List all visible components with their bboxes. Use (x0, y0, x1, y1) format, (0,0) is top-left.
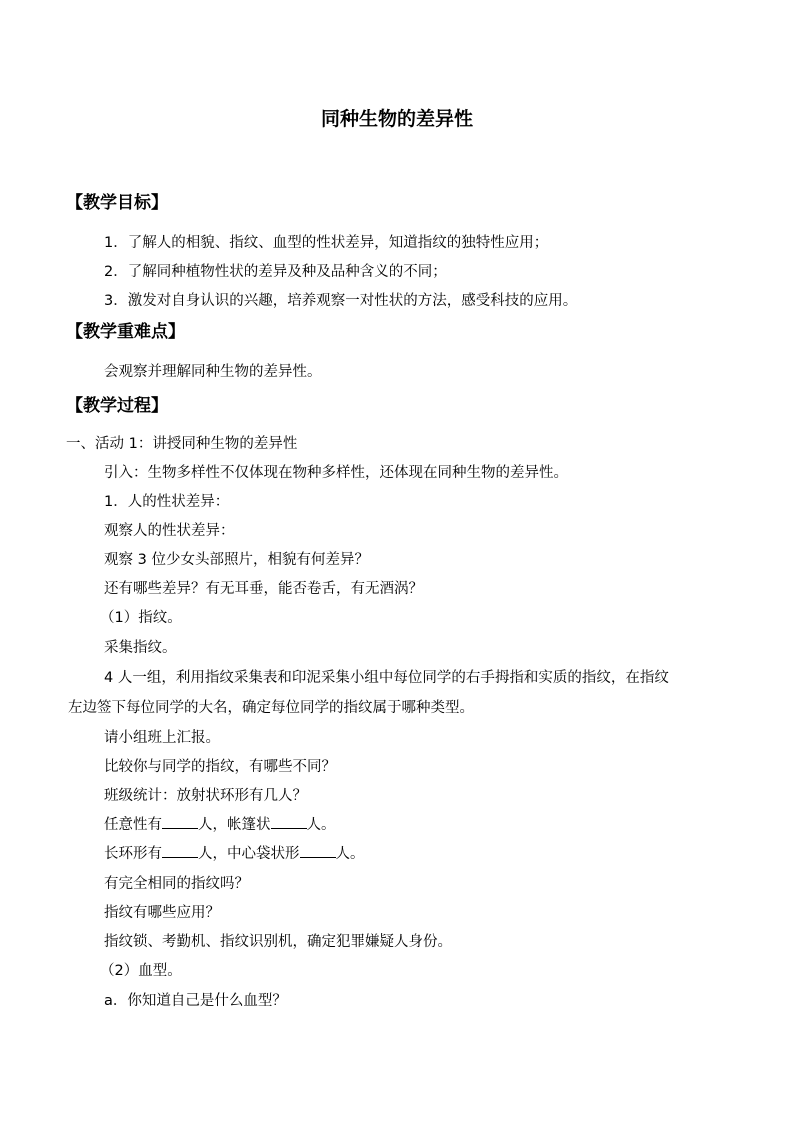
goal-item-1: 1．了解人的相貌、指纹、血型的性状差异，知道指纹的独特性应用； (104, 235, 549, 251)
text: 人，帐篷状 (198, 817, 271, 833)
process-line: 指纹有哪些应用？ (104, 905, 220, 921)
blank-field[interactable] (300, 843, 336, 858)
text: 人。 (306, 817, 336, 833)
process-line: 请小组班上汇报。 (104, 730, 220, 746)
blank-field[interactable] (162, 843, 198, 858)
text: 长环形有 (104, 846, 162, 862)
process-line: 1．人的性状差异： (104, 494, 230, 510)
fill-in-line (104, 843, 365, 865)
blank-field[interactable] (162, 814, 198, 829)
process-line: （1）指纹。 (100, 610, 182, 626)
process-line: 班级统计：放射状环形有几人？ (104, 788, 307, 804)
process-line: 比较你与同学的指纹，有哪些不同？ (104, 759, 336, 775)
goals-heading: 【教学目标】 (66, 193, 168, 213)
page-title: 同种生物的差异性 (320, 108, 473, 130)
text: 人。 (335, 846, 365, 862)
process-line: 观察 3 位少女头部照片，相貌有何差异？ (104, 552, 369, 568)
fill-in-line (104, 814, 336, 836)
process-line: 有完全相同的指纹吗？ (104, 876, 249, 892)
process-line: 观察人的性状差异： (104, 523, 235, 539)
text: 人，中心袋状形 (198, 846, 300, 862)
activity-title: 一、活动 1：讲授同种生物的差异性 (66, 436, 298, 452)
process-line: 左边签下每位同学的大名，确定每位同学的指纹属于哪种类型。 (68, 700, 474, 716)
process-line: 4 人一组，利用指纹采集表和印泥采集小组中每位同学的右手拇指和实质的指纹，在指纹 (104, 670, 669, 686)
process-line: （2）血型。 (100, 963, 182, 979)
process-line: 引入：生物多样性不仅体现在物种多样性，还体现在同种生物的差异性。 (104, 465, 568, 481)
key-heading: 【教学重难点】 (66, 322, 185, 342)
process-line: 还有哪些差异？有无耳垂，能否卷舌，有无酒涡？ (104, 581, 423, 597)
process-line: a．你知道自己是什么血型？ (104, 993, 287, 1009)
key-text: 会观察并理解同种生物的差异性。 (104, 364, 322, 380)
blank-field[interactable] (271, 814, 307, 829)
process-line: 采集指纹。 (104, 640, 177, 656)
text: 任意性有 (104, 817, 162, 833)
process-line: 指纹锁、考勤机、指纹识别机，确定犯罪嫌疑人身份。 (104, 934, 452, 950)
process-heading: 【教学过程】 (66, 396, 168, 416)
goal-item-2: 2．了解同种植物性状的差异及种及品种含义的不同； (104, 264, 447, 280)
goal-item-3: 3．激发对自身认识的兴趣，培养观察一对性状的方法，感受科技的应用。 (104, 293, 578, 309)
